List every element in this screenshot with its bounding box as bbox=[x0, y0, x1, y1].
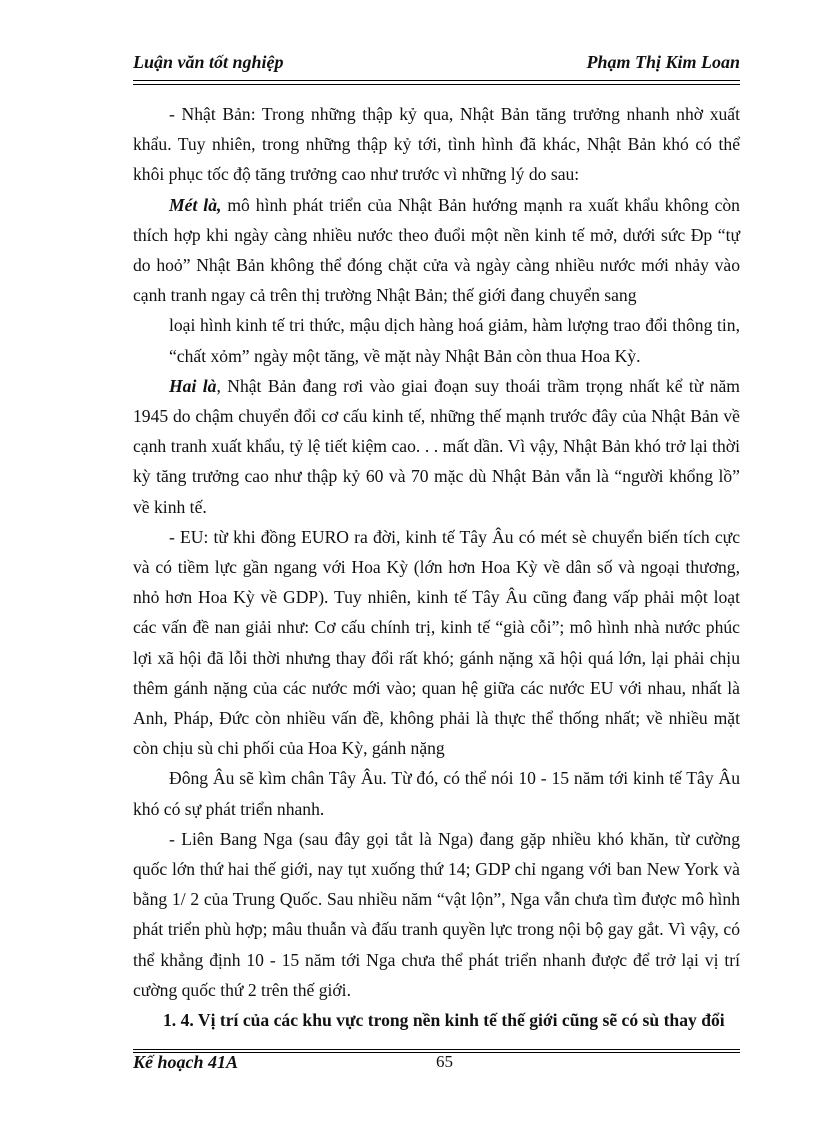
footer-class-label: Kế hoạch 41A bbox=[133, 1052, 239, 1072]
section-heading: 1. 4. Vị trí của các khu vực trong nền kinh tế thế giới cũng sẽ có sù thay đổi bbox=[163, 1010, 725, 1031]
page-header bbox=[133, 50, 740, 80]
first-reason-lead: Mét là, bbox=[169, 194, 222, 215]
footer-rule-thin bbox=[133, 1049, 740, 1050]
header-rule-thick bbox=[133, 80, 740, 81]
header-thesis-label: Luận văn tốt nghiệp bbox=[133, 52, 284, 72]
paragraph-first-reason bbox=[133, 190, 740, 311]
header-author-name: Phạm Thị Kim Loan bbox=[586, 52, 740, 72]
paragraph-japan: - Nhật Bản: Trong những thập kỷ qua, Nhật Bản tăng trưởng nhanh nhờ xuất khẩu. Tuy nhiên, trong những thập kỷ tới, tình hình đã khác, Nhật Bản khó có thể khôi phục tốc độ tăng trưởng cao như trước vì những lý do sau: bbox=[133, 104, 740, 185]
paragraph-first-reason-cont: loại hình kinh tế tri thức, mậu dịch hàng hoá giảm, hàm lượng trao đổi thông tin, “chất xỏm” ngày một tăng, về mặt này Nhật Bản còn thua Hoa Kỳ. bbox=[169, 315, 740, 366]
second-reason-lead: Hai là bbox=[169, 375, 217, 396]
paragraph-russia: - Liên Bang Nga (sau đây gọi tắt là Nga) đang gặp nhiều khó khăn, từ cường quốc lớn thứ hai thế giới, nay tụt xuống thứ 14; GDP chỉ ngang với ban New York và bằng 1/ 2 của Trung Quốc. Sau nhiều năm “vật lộn”, Nga vẫn chưa tìm được mô hình phát triển phù hợp; mâu thuẫn và đấu tranh quyền lực trong nội bộ gay gắt. Vì vậy, có thể khẳng định 10 - 15 năm tới Nga chưa thể phát triển nhanh được để trở lại vị trí cường quốc thứ 2 trên thế giới. bbox=[133, 828, 740, 1000]
second-reason-text: , Nhật Bản đang rơi vào giai đoạn suy thoái trầm trọng nhất kể từ năm 1945 do chậm chuyển đổi cơ cấu kinh tế, những thế mạnh trước đây của Nhật Bản về cạnh tranh xuất khẩu, tỷ lệ tiết kiệm cao. . . mất dần. Vì vậy, Nhật Bản khó trở lại thời kỳ tăng trưởng cao như thập kỷ 60 và 70 mặc dù Nhật Bản vẫn là “người khổng lồ” về kinh tế. bbox=[133, 375, 740, 517]
page-number: 65 bbox=[436, 1052, 453, 1071]
document-body bbox=[133, 99, 740, 1035]
paragraph-second-reason bbox=[133, 371, 740, 522]
paragraph-eu: - EU: từ khi đồng EURO ra đời, kinh tế Tây Âu có mét sè chuyển biến tích cực và có tiềm lực gần ngang với Hoa Kỳ (lớn hơn Hoa Kỳ về dân số và ngoại thương, nhỏ hơn Hoa Kỳ về GDP). Tuy nhiên, kinh tế Tây Âu cũng đang vấp phải một loạt các vấn đề nan giải như: Cơ cấu chính trị, kinh tế “già cỗi”; mô hình nhà nước phúc lợi xã hội đã lỗi thời nhưng thay đổi rất khó; gánh nặng xã hội quá lớn, lại phải chịu thêm gánh nặng của các nước mới vào; quan hệ giữa các nước EU với nhau, nhất là Anh, Pháp, Đức còn nhiều vấn đề, không phải là thực thể thống nhất; về nhiều mặt còn chịu sù chi phối của Hoa Kỳ, gánh nặng bbox=[133, 526, 740, 759]
paragraph-eu-cont: Đông Âu sẽ kìm chân Tây Âu. Từ đó, có thể nói 10 - 15 năm tới kinh tế Tây Âu khó có sự phát triển nhanh. bbox=[133, 768, 740, 819]
header-rule-thin bbox=[133, 84, 740, 85]
first-reason-text: mô hình phát triển của Nhật Bản hướng mạnh ra xuất khẩu không còn thích hợp khi ngày càng nhiều nước theo đuổi một nền kinh tế mở, dưới sức Đp “tự do hoỏ” Nhật Bản không thể đóng chặt cửa và ngày càng nhiều nước mới nhảy vào cạnh tranh ngay cả trên thị trường Nhật Bản; thế giới đang chuyển sang bbox=[133, 194, 740, 306]
